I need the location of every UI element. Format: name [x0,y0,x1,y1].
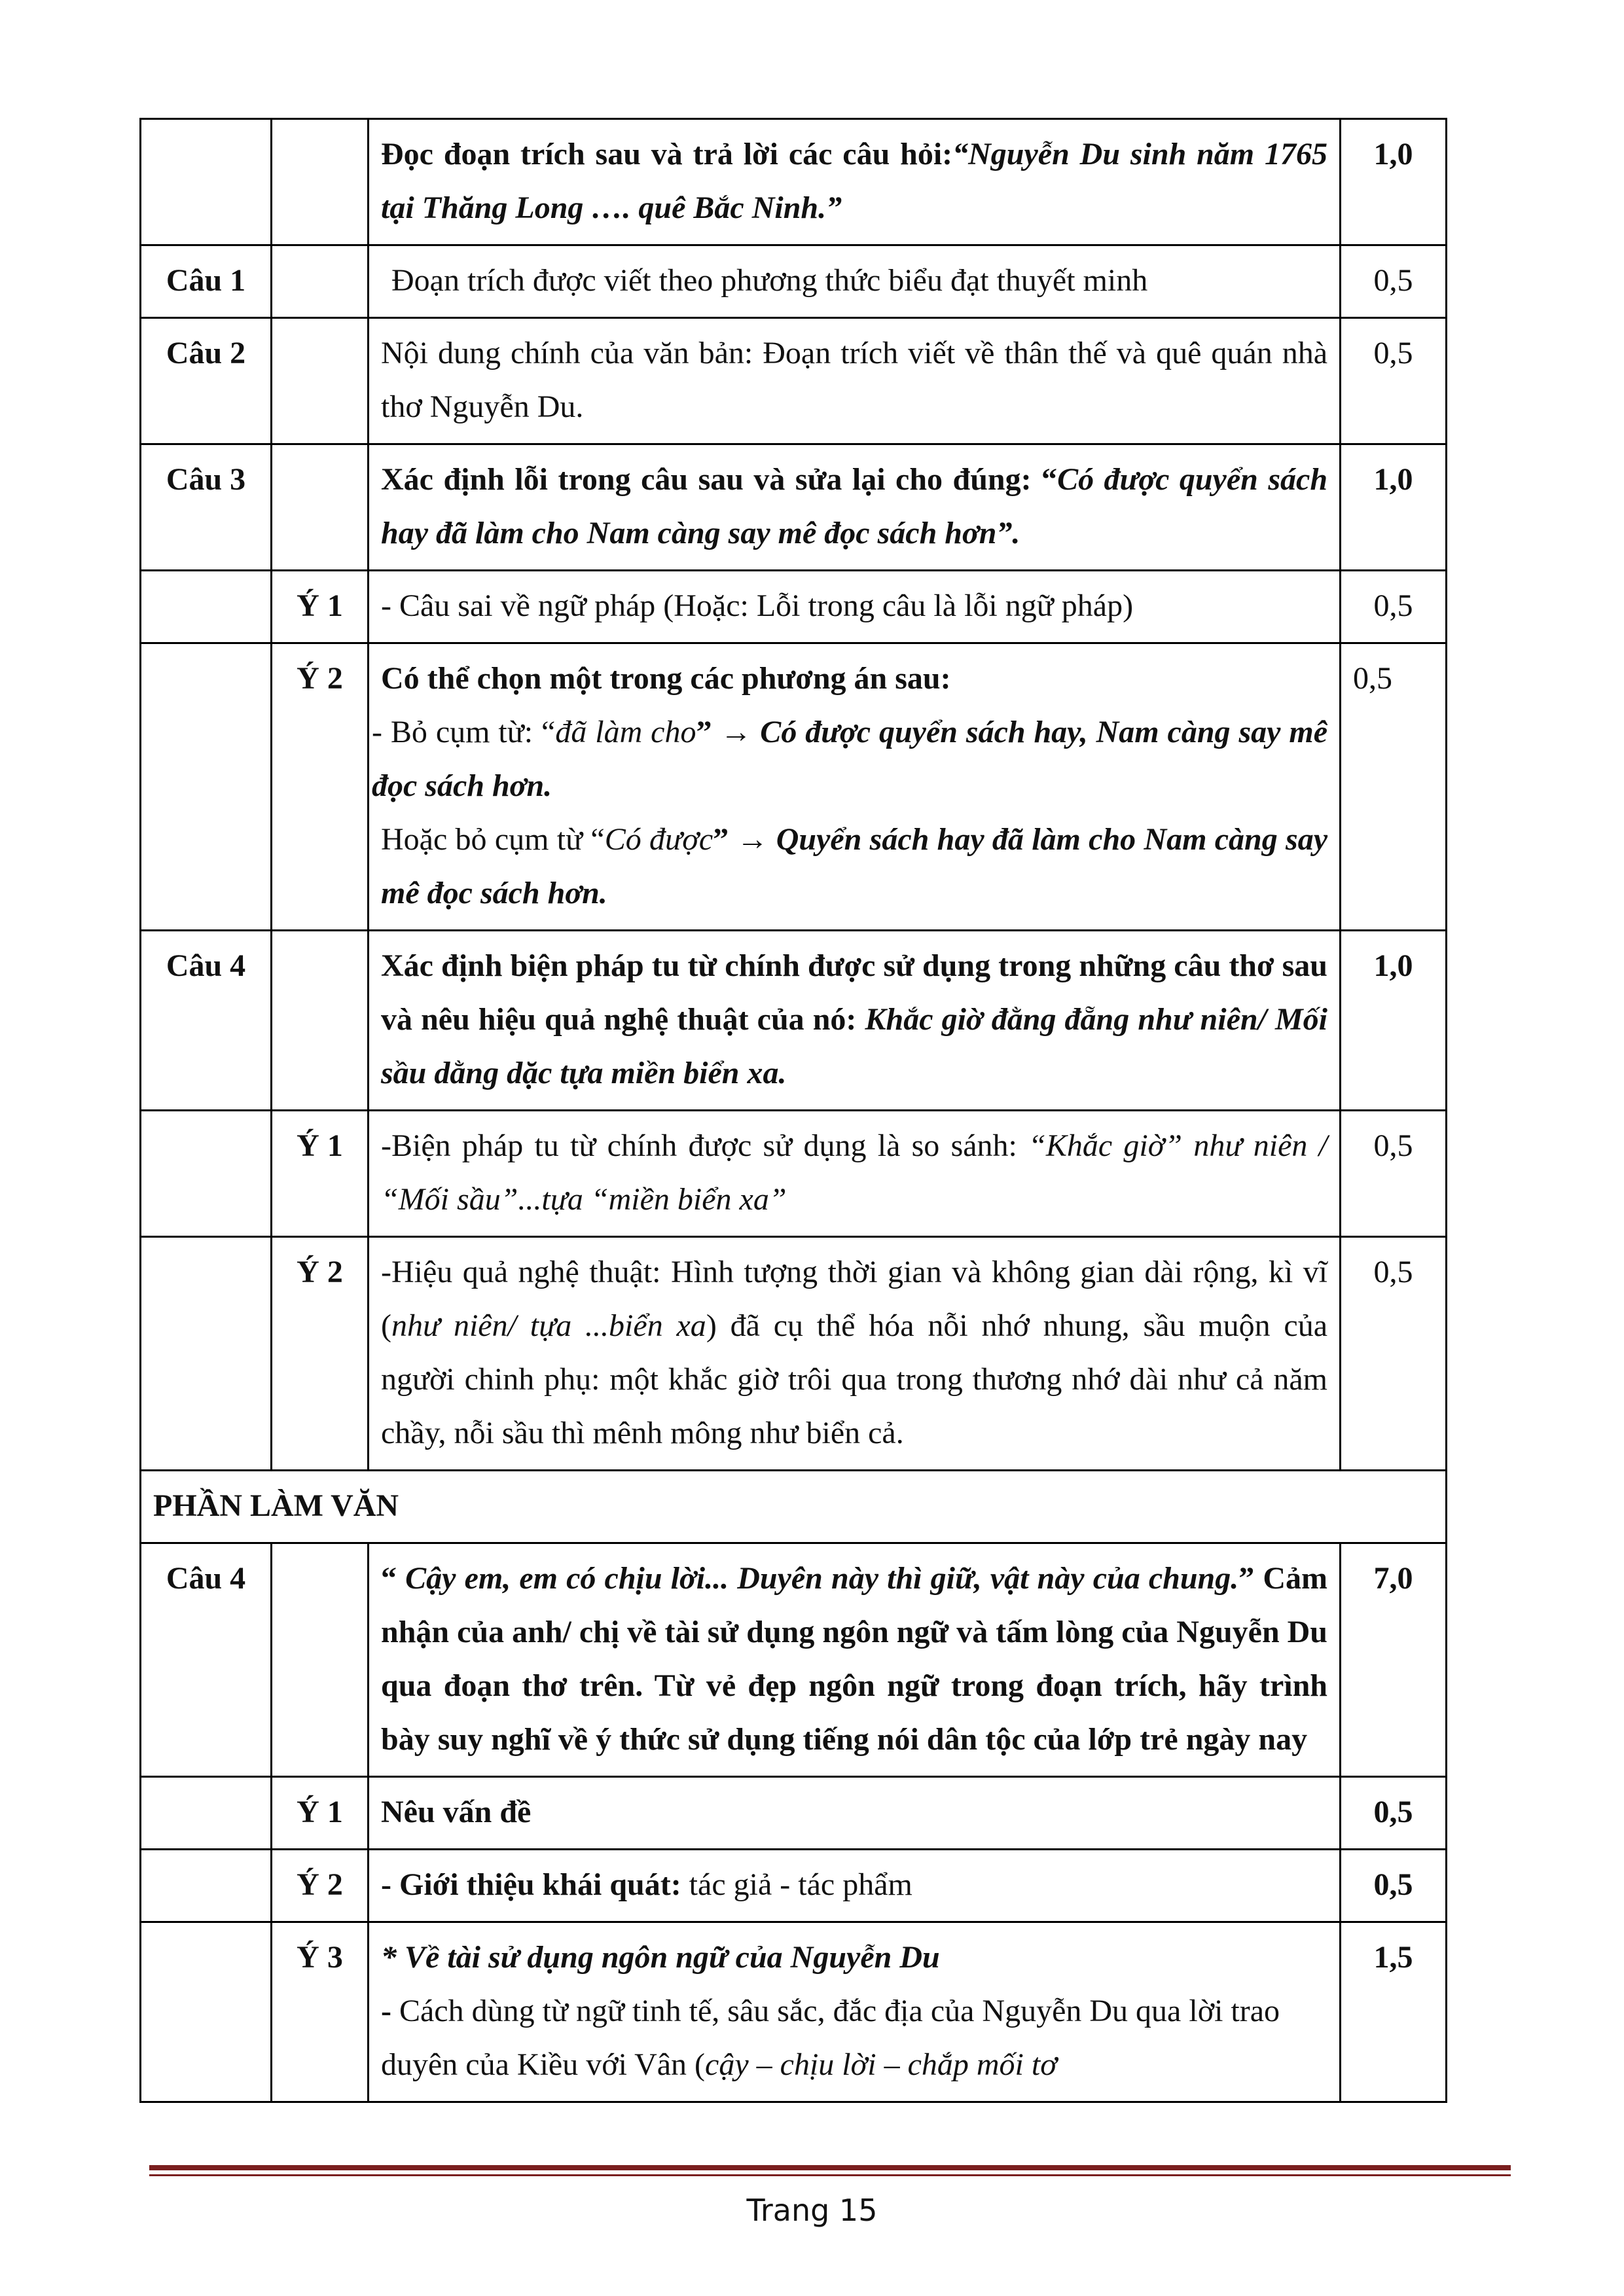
row-sublabel [272,119,369,245]
row-content: Nội dung chính của văn bản: Đoạn trích viết về thân thế và quê quán nhà thơ Nguyễn Du. [369,318,1341,444]
table-row [141,1543,1447,1777]
table-row [141,643,1447,931]
row-sublabel [272,245,369,318]
footer-rule-thin [149,2174,1511,2176]
options-heading: Có thể chọn một trong các phương án sau: [381,661,951,696]
row-sublabel [272,318,369,444]
quote-text: Khắc giờ đằng đẵng như niên/ Mối sầu dằng dặc tựa miền biển xa. [381,1002,1328,1090]
answer-table [139,118,1447,2103]
item-line: - Cách dùng từ ngữ tinh tế, sâu sắc, đắc địa của Nguyễn Du qua lời trao duyên của Kiều với Vân (cậy – chịu lời – chắp mối tơ [381,1994,1280,2082]
option-1: - Bỏ cụm từ: “đã làm cho” → Có được quyển sách hay, Nam càng say mê đọc sách hơn. [372,715,1327,803]
section-title: PHẦN LÀM VĂN [141,1471,1447,1543]
row-content: -Biện pháp tu từ chính được sử dụng là so sánh: “Khắc giờ” như niên / “Mối sầu”...tựa “miền biển xa” [369,1111,1341,1237]
table-row [141,119,1447,245]
row-sublabel: Ý 3 [272,1922,369,2102]
row-content [369,931,1341,1111]
table-row [141,1922,1447,2102]
table-row [141,1850,1447,1922]
row-sublabel [272,931,369,1111]
table-row [141,444,1447,571]
row-label: Câu 4 [141,931,272,1111]
table-row [141,571,1447,643]
quote-text: Có được quyển sách hay đã làm cho Nam càng say mê đọc sách hơn”. [381,462,1328,550]
row-label [141,1111,272,1237]
row-sublabel [272,1543,369,1777]
row-score: 0,5 [1341,1111,1447,1237]
row-score: 0,5 [1341,1777,1447,1850]
table-row [141,1111,1447,1237]
question-text: Đọc đoạn trích sau và trả lời các câu hỏi: [381,137,953,171]
row-score: 1,0 [1341,119,1447,245]
row-content [369,444,1341,571]
footer-rule [149,2165,1511,2170]
row-content: -Hiệu quả nghệ thuật: Hình tượng thời gian và không gian dài rộng, kì vĩ (như niên/ tựa ...biển xa) đã cụ thể hóa nỗi nhớ nhung, sầu muộn của người chinh phụ: một khắc giờ trôi qua trong thương nhớ dài như cả năm chầy, nỗi sầu thì mênh mông như biển cả. [369,1237,1341,1471]
row-score: 0,5 [1341,245,1447,318]
row-score: 0,5 [1341,1237,1447,1471]
row-score: 0,5 [1341,643,1447,931]
row-label [141,1850,272,1922]
row-sublabel: Ý 2 [272,1850,369,1922]
row-label [141,643,272,931]
row-content [369,1922,1341,2102]
row-label: Câu 3 [141,444,272,571]
table-row [141,1777,1447,1850]
option-2: Hoặc bỏ cụm từ “Có được” → Quyển sách hay đã làm cho Nam càng say mê đọc sách hơn. [381,822,1327,910]
row-content: - Giới thiệu khái quát: tác giả - tác phẩm [369,1850,1341,1922]
section-row [141,1471,1447,1543]
table-row [141,1237,1447,1471]
item-heading: * Về tài sử dụng ngôn ngữ của Nguyễn Du [381,1940,940,1975]
row-content [369,119,1341,245]
row-label [141,1237,272,1471]
table-row [141,245,1447,318]
row-label: Câu 2 [141,318,272,444]
row-sublabel: Ý 2 [272,643,369,931]
row-sublabel: Ý 1 [272,571,369,643]
row-score: 0,5 [1341,318,1447,444]
row-score: 0,5 [1341,1850,1447,1922]
row-sublabel: Ý 2 [272,1237,369,1471]
row-sublabel: Ý 1 [272,1111,369,1237]
table-row [141,931,1447,1111]
row-score: 1,0 [1341,444,1447,571]
row-score: 1,5 [1341,1922,1447,2102]
page-number: Trang 15 [746,2193,878,2228]
row-content [369,643,1341,931]
row-label: Câu 1 [141,245,272,318]
row-label [141,571,272,643]
row-content: Nêu vấn đề [369,1777,1341,1850]
row-content: - Câu sai về ngữ pháp (Hoặc: Lỗi trong câu là lỗi ngữ pháp) [369,571,1341,643]
row-sublabel [272,444,369,571]
question-text: Xác định biện pháp tu từ chính được sử dụng trong những câu thơ sau và nêu hiệu quả nghệ thuật của nó: [381,948,1327,1037]
row-label [141,1777,272,1850]
row-sublabel: Ý 1 [272,1777,369,1850]
question-text: Xác định lỗi trong câu sau và sửa lại cho đúng: “ [381,462,1058,497]
row-score: 1,0 [1341,931,1447,1111]
row-label [141,1922,272,2102]
quote-text: “Nguyễn Du sinh năm 1765 tại Thăng Long …. quê Bắc Ninh.” [381,137,1327,225]
row-score: 0,5 [1341,571,1447,643]
row-content: “ Cậy em, em có chịu lời... Duyên này thì giữ, vật này của chung.” Cảm nhận của anh/ chị về tài sử dụng ngôn ngữ và tấm lòng của Nguyễn Du qua đoạn thơ trên. Từ vẻ đẹp ngôn ngữ trong đoạn trích, hãy trình bày suy nghĩ về ý thức sử dụng tiếng nói dân tộc của lớp trẻ ngày nay [369,1543,1341,1777]
row-score: 7,0 [1341,1543,1447,1777]
row-label [141,119,272,245]
row-content: Đoạn trích được viết theo phương thức biểu đạt thuyết minh [369,245,1341,318]
row-label: Câu 4 [141,1543,272,1777]
table-row [141,318,1447,444]
